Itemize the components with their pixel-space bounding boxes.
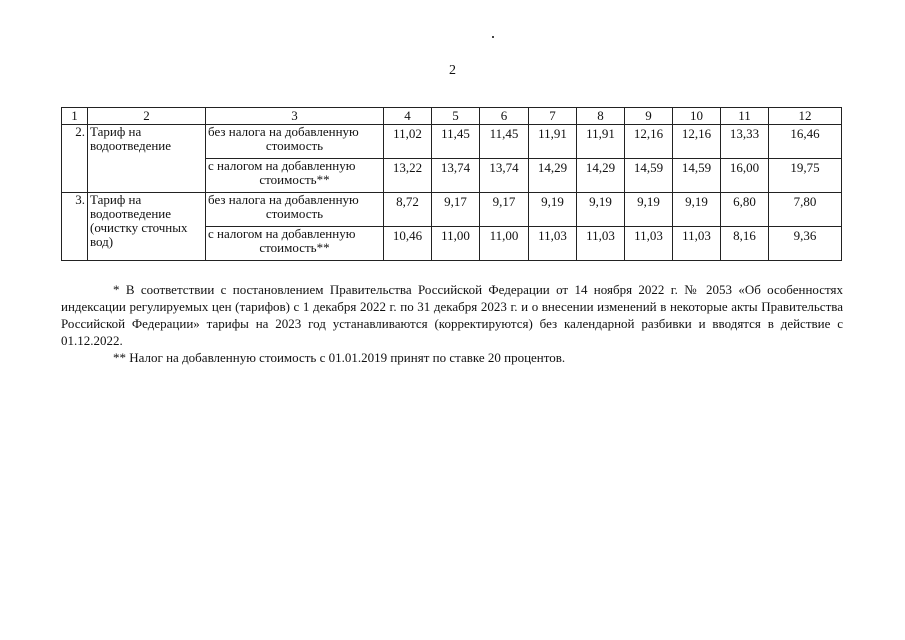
value-cell: 7,80 <box>769 193 842 227</box>
value-cell: 13,33 <box>721 125 769 159</box>
table-row <box>62 193 842 227</box>
header-cell: 11 <box>721 108 769 125</box>
header-cell: 9 <box>625 108 673 125</box>
footnote-vat-rate: ** Налог на добавленную стоимость с 01.01.2019 принят по ставке 20 процентов. <box>113 350 566 365</box>
tax-type-line2: стоимость** <box>259 240 330 255</box>
tax-type-line2: стоимость <box>265 138 324 153</box>
header-cell: 6 <box>480 108 529 125</box>
value-cell: 6,80 <box>721 193 769 227</box>
tax-type-line1: с налогом на добавленную <box>208 226 356 241</box>
header-cell: 3 <box>206 108 384 125</box>
tax-type-line1: без налога на добавленную <box>208 124 359 139</box>
value-cell: 9,19 <box>577 193 625 227</box>
value-cell: 13,74 <box>432 159 480 193</box>
value-cell: 8,16 <box>721 227 769 261</box>
header-cell: 5 <box>432 108 480 125</box>
header-cell: 7 <box>529 108 577 125</box>
value-cell: 10,46 <box>384 227 432 261</box>
tariff-table <box>61 107 842 261</box>
value-cell: 12,16 <box>625 125 673 159</box>
value-cell: 9,17 <box>480 193 529 227</box>
tariff-name: Тариф на водоотведение <box>88 125 206 193</box>
header-cell: 4 <box>384 108 432 125</box>
value-cell: 13,22 <box>384 159 432 193</box>
table-row <box>62 125 842 159</box>
value-cell: 14,59 <box>673 159 721 193</box>
value-cell: 11,00 <box>432 227 480 261</box>
value-cell: 9,36 <box>769 227 842 261</box>
value-cell: 16,00 <box>721 159 769 193</box>
header-cell: 1 <box>62 108 88 125</box>
value-cell: 14,29 <box>577 159 625 193</box>
tax-type-line2: стоимость <box>265 206 324 221</box>
value-cell: 8,72 <box>384 193 432 227</box>
value-cell: 11,91 <box>529 125 577 159</box>
header-cell: 2 <box>88 108 206 125</box>
header-cell: 8 <box>577 108 625 125</box>
table-header-row <box>62 108 842 125</box>
value-cell: 11,00 <box>480 227 529 261</box>
tax-type-line1: с налогом на добавленную <box>208 158 356 173</box>
value-cell: 11,03 <box>625 227 673 261</box>
value-cell: 11,03 <box>577 227 625 261</box>
row-number: 3. <box>62 193 88 261</box>
value-cell: 11,03 <box>529 227 577 261</box>
tax-type-line1: без налога на добавленную <box>208 192 359 207</box>
value-cell: 16,46 <box>769 125 842 159</box>
value-cell: 11,03 <box>673 227 721 261</box>
tax-type <box>206 159 384 193</box>
footnotes <box>61 281 843 366</box>
value-cell: 11,45 <box>480 125 529 159</box>
row-number: 2. <box>62 125 88 193</box>
tax-type <box>206 193 384 227</box>
tax-type <box>206 125 384 159</box>
tax-type <box>206 227 384 261</box>
value-cell: 12,16 <box>673 125 721 159</box>
scan-dot <box>492 36 494 38</box>
value-cell: 13,74 <box>480 159 529 193</box>
tariff-name: Тариф на водоотведение (очистку сточных вод) <box>88 193 206 261</box>
header-cell: 12 <box>769 108 842 125</box>
value-cell: 9,19 <box>625 193 673 227</box>
header-cell: 10 <box>673 108 721 125</box>
value-cell: 11,91 <box>577 125 625 159</box>
value-cell: 11,45 <box>432 125 480 159</box>
value-cell: 19,75 <box>769 159 842 193</box>
page-number: 2 <box>449 63 456 78</box>
value-cell: 9,19 <box>673 193 721 227</box>
value-cell: 9,19 <box>529 193 577 227</box>
value-cell: 14,59 <box>625 159 673 193</box>
tax-type-line2: стоимость** <box>259 172 330 187</box>
value-cell: 11,02 <box>384 125 432 159</box>
value-cell: 14,29 <box>529 159 577 193</box>
value-cell: 9,17 <box>432 193 480 227</box>
footnote-vat-indexation: * В соответствии с постановлением Правительства Российской Федерации от 14 ноября 2022 г. № 2053 «Об особенностях индексации регулируемых цен (тарифов) с 1 декабря 2022 г. по 31 декабря 2023 г. и о внесении изменений в некоторые акты Правительства Российской Федерации» тарифы на 2023 год устанавливаются (корректируются) без календарной разбивки и вводятся в действие с 01.12.2022. <box>61 282 843 348</box>
